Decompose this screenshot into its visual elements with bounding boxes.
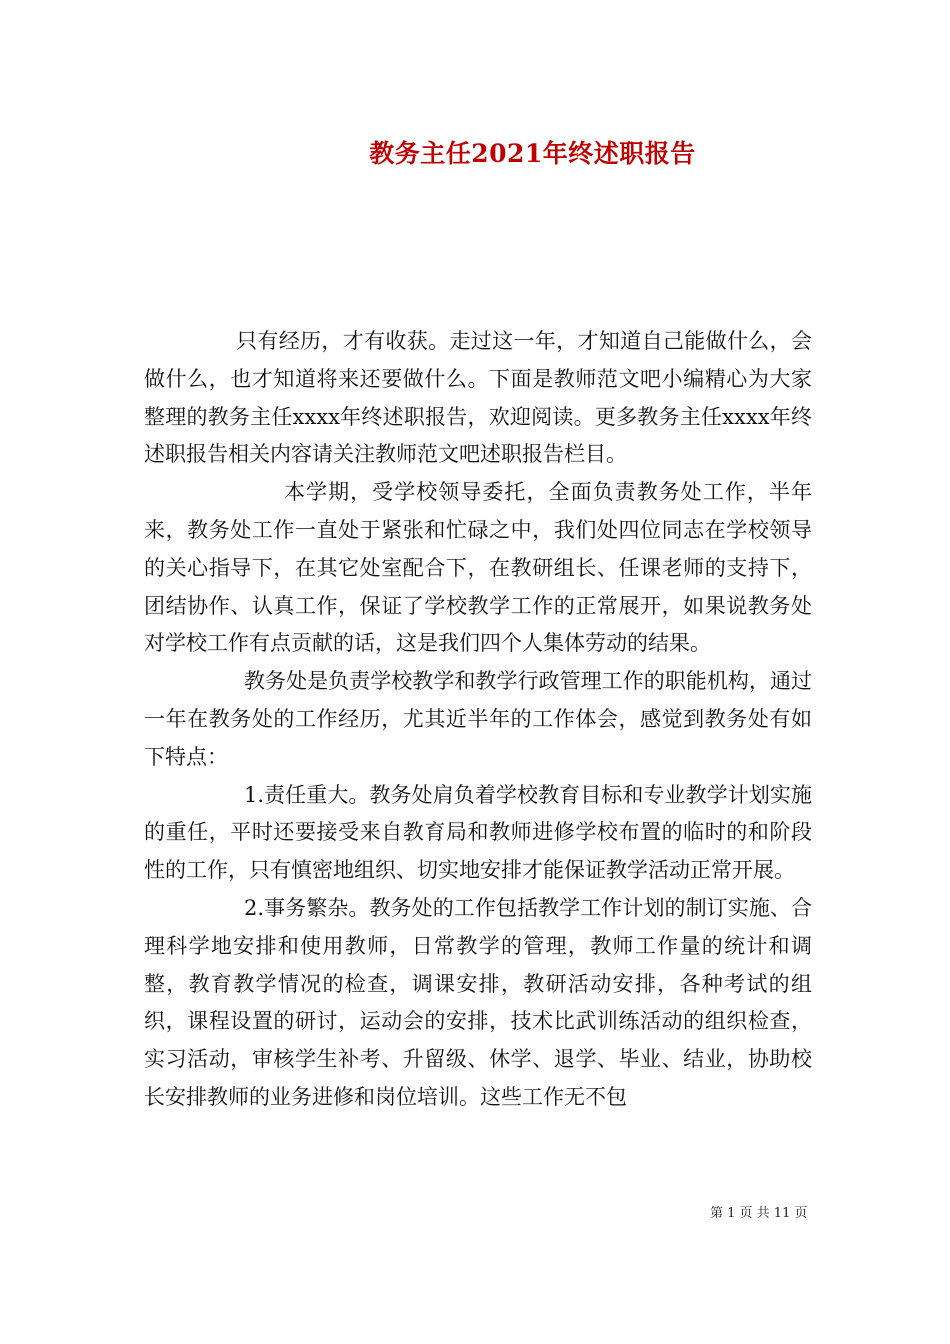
paragraph-point-2: 2.事务繁杂。教务处的工作包括教学工作计划的制订实施、合理科学地安排和使用教师，日常教学的管理，教师工作量的统计和调整，教育教学情况的检查，调课安排，教研活动安排，各种考试的组织，课程设置的研讨，运动会的安排，技术比武训练活动的组织检查，实习活动，审核学生补考、升留级、休学、退学、毕业、结业，协助校长安排教师的业务进修和岗位培训。这些工作无不包 xyxy=(144,895,812,1109)
page-number: 第 1 页 共 11 页 xyxy=(710,1206,808,1221)
paragraph-features: 教务处是负责学校教学和教学行政管理工作的职能机构，通过一年在教务处的工作经历，尤其近半年的工作体会，感觉到教务处有如下特点： xyxy=(144,669,812,769)
paragraph-intro: 只有经历，才有收获。走过这一年，才知道自己能做什么，会做什么，也才知道将来还要做什么。下面是教师范文吧小编精心为大家整理的教务主任xxxx年终述职报告，欢迎阅读。更多教务主任xxxx年终述职报告相关内容请关注教师范文吧述职报告栏目。 xyxy=(144,329,812,467)
paragraph-point-1: 1.责任重大。教务处肩负着学校教育目标和专业教学计划实施的重任，平时还要接受来自教育局和教师进修学校布置的临时的和阶段性的工作，只有慎密地组织、切实地安排才能保证教学活动正常开展。 xyxy=(144,782,812,883)
document-body xyxy=(144,323,812,1117)
paragraph-semester: 本学期，受学校领导委托，全面负责教务处工作，半年来，教务处工作一直处于紧张和忙碌之中，我们处四位同志在学校领导的关心指导下，在其它处室配合下，在教研组长、任课老师的支持下，团结协作、认真工作，保证了学校教学工作的正常展开，如果说教务处对学校工作有点贡献的话，这是我们四个人集体劳动的结果。 xyxy=(144,480,812,656)
document-title: 教务主任2021年终述职报告 xyxy=(369,139,696,168)
